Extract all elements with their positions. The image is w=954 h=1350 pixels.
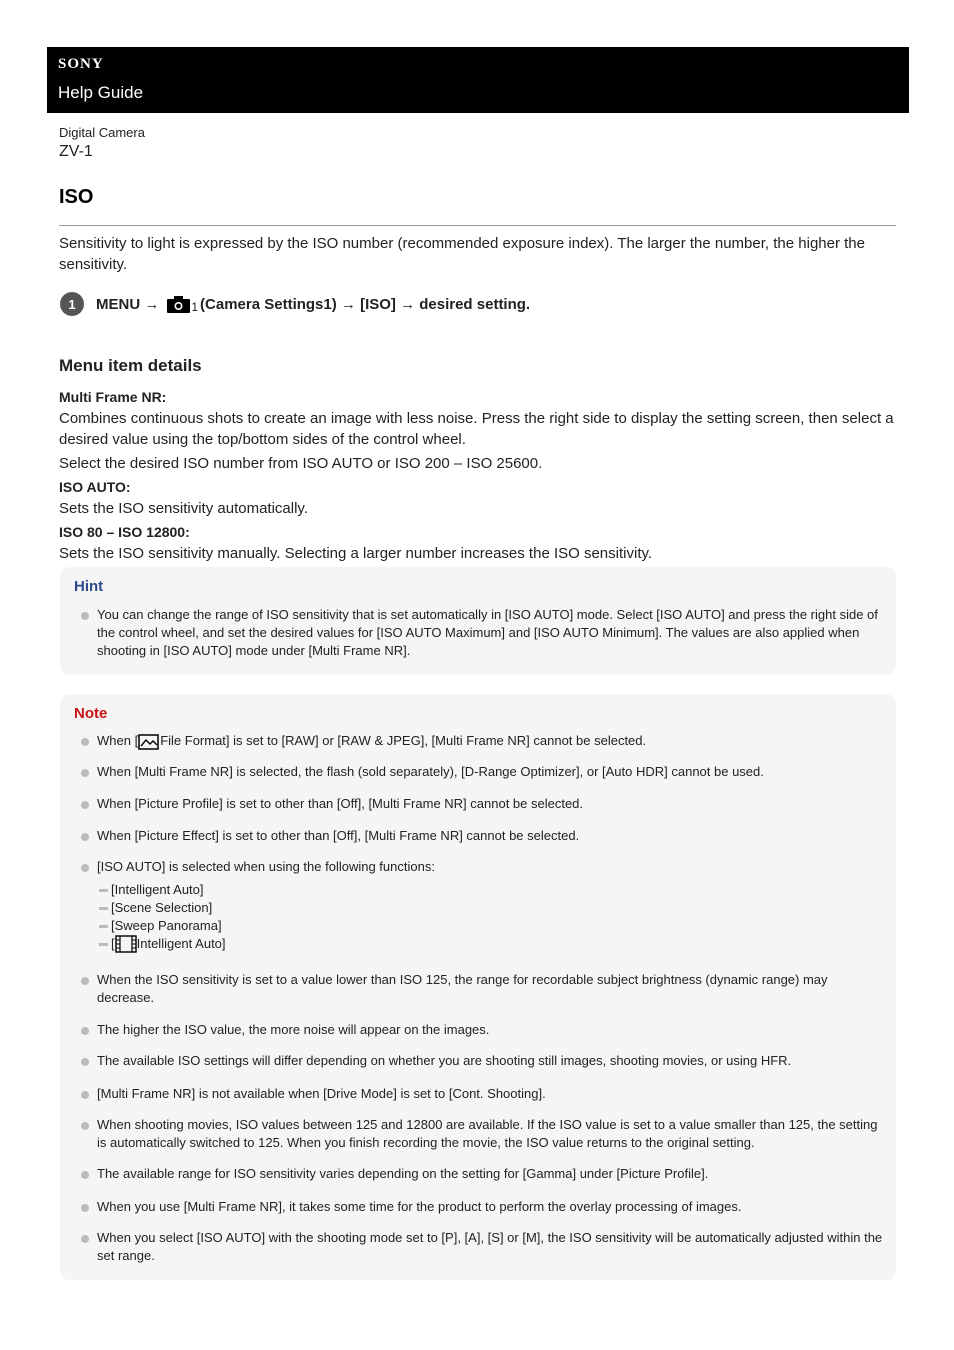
detail-desc: Select the desired ISO number from ISO AUTO or ISO 200 – ISO 25600. bbox=[59, 455, 543, 472]
step-1 bbox=[60, 292, 530, 316]
menu-details-heading: Menu item details bbox=[59, 356, 202, 375]
movie-icon bbox=[115, 935, 137, 953]
note-item bbox=[97, 1165, 883, 1183]
note-item-text: When [Picture Effect] is set to other than [Off], [Multi Frame NR] cannot be selected. bbox=[97, 828, 580, 843]
detail-term: ISO AUTO: bbox=[59, 479, 131, 495]
note-item-text: When [Picture Profile] is set to other than [Off], [Multi Frame NR] cannot be selected. bbox=[97, 796, 584, 811]
note-item-text: [ISO AUTO] is selected when using the following functions: bbox=[97, 859, 435, 874]
title-divider bbox=[59, 225, 896, 226]
detail-desc: Sets the ISO sensitivity manually. Selecting a larger number increases the ISO sensitivity. bbox=[59, 545, 653, 562]
note-item-text: [Multi Frame NR] is not available when [Drive Mode] is set to [Cont. Shooting]. bbox=[97, 1086, 546, 1101]
note-item-text: The available range for ISO sensitivity varies depending on the setting for [Gamma] under [Picture Profile]. bbox=[97, 1166, 709, 1181]
step-text bbox=[96, 295, 530, 313]
note-item bbox=[97, 763, 883, 781]
note-item-text: The available ISO settings will differ depending on whether you are shooting still images, shooting movies, or using HFR. bbox=[97, 1053, 792, 1068]
page-title: ISO bbox=[59, 186, 94, 208]
note-sub-item-text: [Scene Selection] bbox=[111, 900, 213, 915]
note-item-text: When the ISO sensitivity is set to a value lower than ISO 125, the range for recordable subject brightness (dynamic range) may decrease. bbox=[97, 972, 828, 1005]
bullet-icon bbox=[81, 612, 89, 620]
bullet-icon bbox=[81, 1171, 89, 1179]
note-sub-item bbox=[99, 881, 204, 899]
hint-item-text: You can change the range of ISO sensitivity that is set automatically in [ISO AUTO] mode. Select [ISO AUTO] and press the right side of the control wheel, and set the desired values for [ISO AUTO Maximum] and [ISO AUTO Minimum]. The values are also applied when shooting in [ISO AUTO] mode under [Multi Frame NR]. bbox=[97, 607, 878, 658]
dash-icon bbox=[99, 889, 108, 892]
brand-logo: SONY bbox=[58, 56, 104, 72]
step-number-badge: 1 bbox=[60, 292, 84, 316]
note-item bbox=[97, 1116, 883, 1152]
detail-term: Multi Frame NR: bbox=[59, 389, 167, 405]
bullet-icon bbox=[81, 1235, 89, 1243]
note-sub-item bbox=[99, 899, 212, 917]
note-item bbox=[97, 971, 883, 1007]
help-guide-title: Help Guide bbox=[58, 83, 144, 102]
note-sub-item bbox=[99, 935, 226, 953]
note-item-text: When you use [Multi Frame NR], it takes some time for the product to perform the overlay processing of images. bbox=[97, 1199, 742, 1214]
note-item-text: When you select [ISO AUTO] with the shooting mode set to [P], [A], [S] or [M], the ISO sensitivity will be automatically adjusted within the set range. bbox=[97, 1230, 883, 1263]
note-sub-item bbox=[99, 917, 222, 935]
product-model: ZV-1 bbox=[59, 143, 93, 160]
note-sub-item-text: [ bbox=[111, 936, 115, 951]
note-item bbox=[97, 1052, 883, 1070]
hint-item bbox=[97, 606, 883, 660]
bullet-icon bbox=[81, 864, 89, 872]
camera-icon bbox=[167, 295, 191, 313]
note-item bbox=[97, 795, 883, 813]
header-bar bbox=[47, 47, 909, 113]
hint-title: Hint bbox=[74, 578, 104, 595]
note-title: Note bbox=[74, 705, 108, 722]
still-image-icon bbox=[138, 734, 160, 750]
step-rest-text: (Camera Settings1) → [ISO] → desired setting. bbox=[200, 295, 531, 313]
bullet-icon bbox=[81, 769, 89, 777]
dash-icon bbox=[99, 907, 108, 910]
bullet-icon bbox=[81, 833, 89, 841]
note-item bbox=[97, 1198, 883, 1216]
dash-icon bbox=[99, 925, 108, 928]
detail-desc: Combines continuous shots to create an image with less noise. Press the right side to display the setting screen, then select a desired value using the top/bottom sides of the control wheel. bbox=[59, 410, 894, 448]
step-menu-text: MENU → bbox=[96, 295, 160, 313]
note-sub-item-text: Intelligent Auto] bbox=[136, 936, 226, 951]
note-item bbox=[97, 1085, 883, 1103]
note-item bbox=[97, 1021, 883, 1039]
bullet-icon bbox=[81, 1204, 89, 1212]
note-item bbox=[97, 732, 883, 750]
note-item bbox=[97, 858, 883, 876]
bullet-icon bbox=[81, 977, 89, 985]
bullet-icon bbox=[81, 738, 89, 746]
note-item-text: File Format] is set to [RAW] or [RAW & JPEG], [Multi Frame NR] cannot be selected. bbox=[160, 733, 647, 748]
hint-box bbox=[60, 567, 896, 675]
menu-details-list bbox=[59, 384, 895, 567]
product-category: Digital Camera bbox=[59, 125, 145, 140]
note-item-text: The higher the ISO value, the more noise will appear on the images. bbox=[97, 1022, 490, 1037]
note-item bbox=[97, 827, 883, 845]
note-box bbox=[60, 694, 896, 1280]
note-sub-item-text: [Sweep Panorama] bbox=[111, 918, 222, 933]
bullet-icon bbox=[81, 1027, 89, 1035]
detail-term: ISO 80 – ISO 12800: bbox=[59, 524, 190, 540]
bullet-icon bbox=[81, 1058, 89, 1066]
detail-desc: Sets the ISO sensitivity automatically. bbox=[59, 500, 308, 517]
bullet-icon bbox=[81, 1122, 89, 1130]
dash-icon bbox=[99, 943, 108, 946]
note-item-text: When [ bbox=[97, 733, 139, 748]
camera-settings-sub: 1 bbox=[191, 300, 199, 314]
note-sub-item-text: [Intelligent Auto] bbox=[111, 882, 204, 897]
note-item bbox=[97, 1229, 883, 1265]
bullet-icon bbox=[81, 1091, 89, 1099]
note-item-text: When shooting movies, ISO values between 125 and 12800 are available. If the ISO value is set to a value smaller than 125, the setting is automatically switched to 125. When you finish recording the movie, the ISO value returns to the original setting. bbox=[97, 1117, 878, 1150]
intro-text: Sensitivity to light is expressed by the ISO number (recommended exposure index). The larger the number, the higher the sensitivity. bbox=[59, 235, 865, 273]
note-item-text: When [Multi Frame NR] is selected, the flash (sold separately), [D-Range Optimizer], or [Auto HDR] cannot be used. bbox=[97, 764, 764, 779]
bullet-icon bbox=[81, 801, 89, 809]
